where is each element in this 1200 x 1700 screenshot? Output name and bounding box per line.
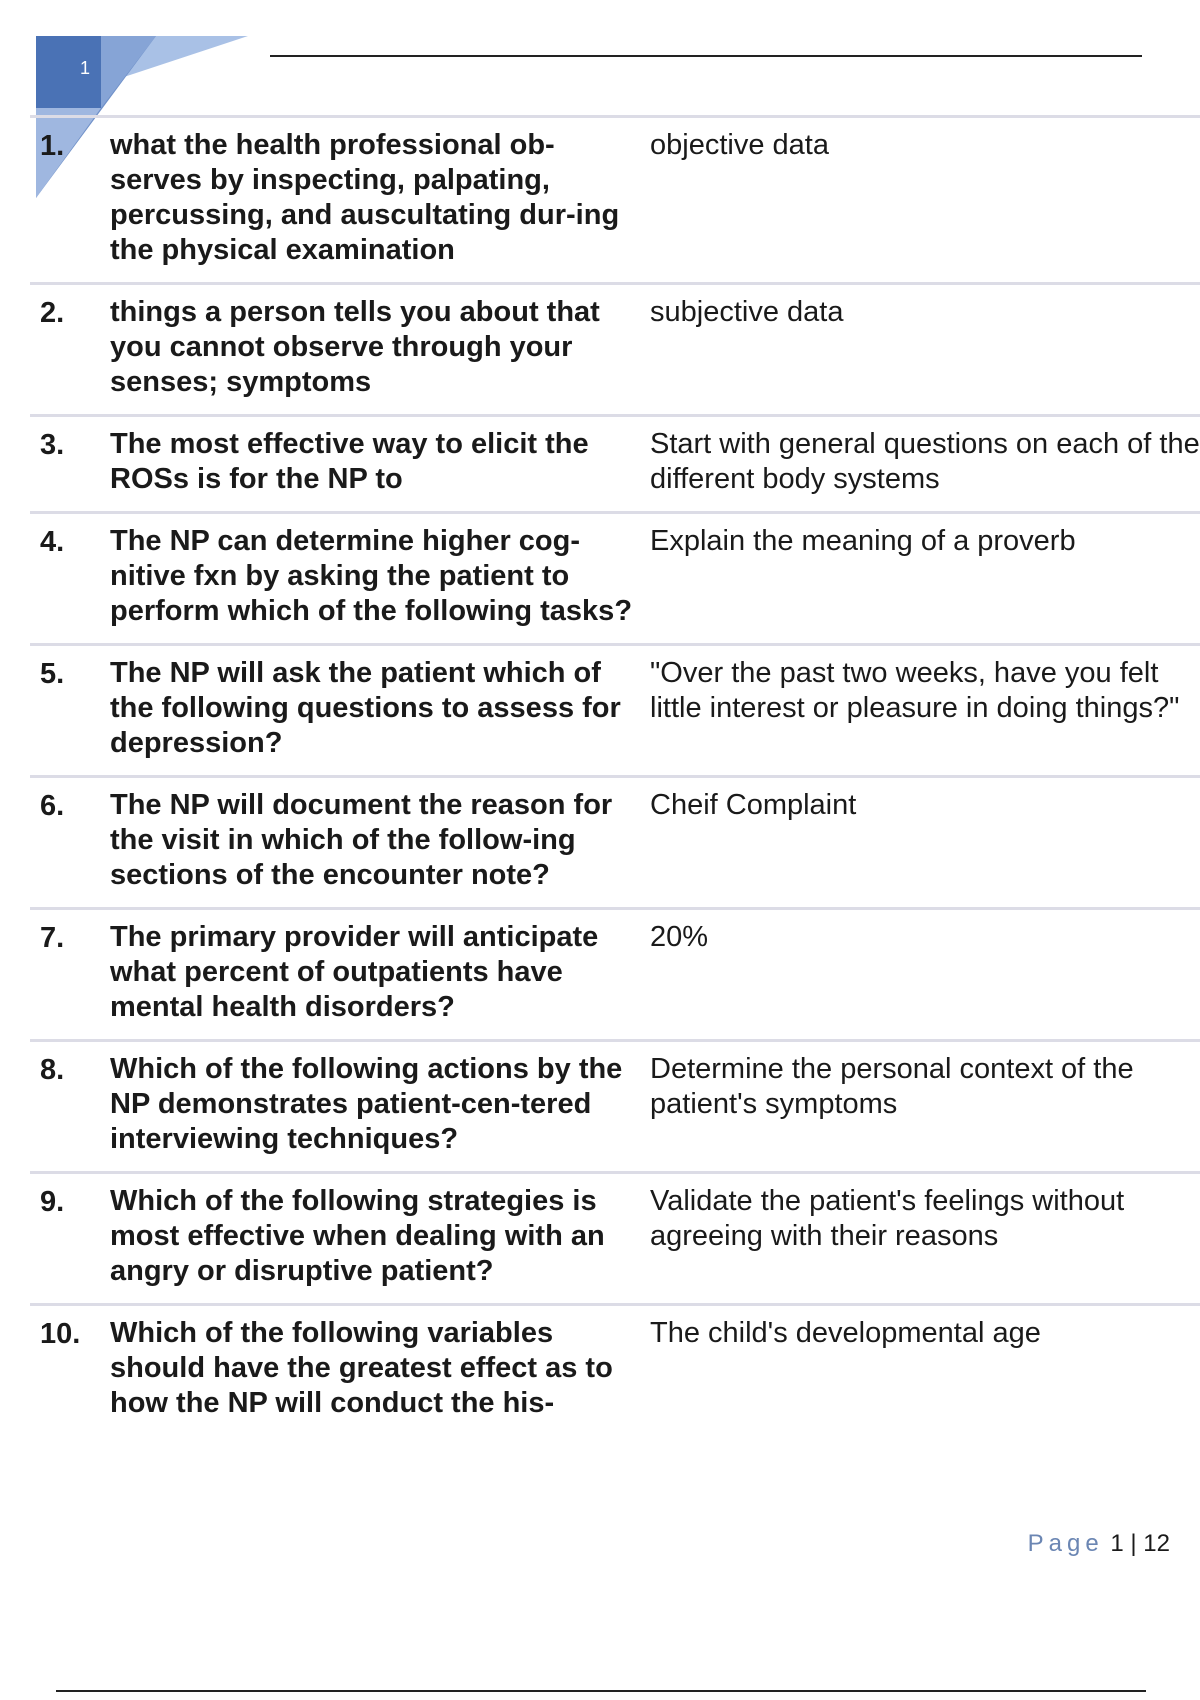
page-separator: | [1130,1530,1137,1557]
item-definition: Determine the personal context of the patient's symptoms [650,1053,1134,1120]
item-term: The primary provider will anticipate what percent of outpatients have mental health disorders? [110,921,599,1023]
item-definition: subjective data [650,296,844,328]
flashcard-row [30,643,1200,775]
flashcard-list [30,115,1200,1435]
item-term: Which of the following strategies is most effective when dealing with an angry or disruptive patient? [110,1185,605,1287]
page-word: Page [1027,1530,1104,1557]
footer-rule [56,1690,1146,1692]
flashcard-row [30,775,1200,907]
item-definition: objective data [650,129,829,161]
item-definition: Cheif Complaint [650,789,857,821]
item-number: 10. [40,1318,81,1350]
page-footer [1028,1530,1170,1558]
item-term: The NP will ask the patient which of the following questions to assess for depression? [110,657,621,759]
item-number: 3. [40,429,65,461]
total-pages: 12 [1143,1530,1170,1557]
item-term: what the health professional ob-serves by inspecting, palpating, percussing, and auscultating dur-ing the physical examination [110,129,620,266]
item-definition: Validate the patient's feelings without agreeing with their reasons [650,1185,1125,1252]
item-term: Which of the following actions by the NP demonstrates patient-cen-tered interviewing techniques? [110,1053,623,1155]
flashcard-row [30,1303,1200,1435]
item-definition: The child's developmental age [650,1317,1041,1349]
item-number: 2. [40,297,65,329]
item-number: 8. [40,1054,65,1086]
item-definition: "Over the past two weeks, have you felt little interest or pleasure in doing things?" [650,657,1180,724]
item-term: The most effective way to elicit the ROSs is for the NP to [110,428,589,495]
item-definition: Start with general questions on each of the different body systems [650,428,1200,495]
item-term: Which of the following variables should have the greatest effect as to how the NP will conduct the his- [110,1317,613,1419]
flashcard-row [30,1171,1200,1303]
flashcard-row [30,1039,1200,1171]
item-number: 7. [40,922,65,954]
item-term: The NP will document the reason for the visit in which of the follow-ing sections of the encounter note? [110,789,613,891]
item-number: 4. [40,526,65,558]
item-number: 5. [40,658,65,690]
item-term: The NP can determine higher cog-nitive fxn by asking the patient to perform which of the following tasks? [110,525,633,627]
item-term: things a person tells you about that you cannot observe through your senses; symptoms [110,296,600,398]
flashcard-row [30,511,1200,643]
current-page-number: 1 [1110,1530,1124,1557]
flashcard-row [30,282,1200,414]
flashcard-row [30,115,1200,282]
header-page-number: 1 [80,58,91,78]
header-rule [270,55,1142,57]
item-number: 9. [40,1186,65,1218]
flashcard-row [30,907,1200,1039]
flashcard-row [30,414,1200,511]
item-number: 1. [40,130,65,162]
item-definition: Explain the meaning of a proverb [650,525,1076,557]
item-definition: 20% [650,921,709,953]
item-number: 6. [40,790,65,822]
